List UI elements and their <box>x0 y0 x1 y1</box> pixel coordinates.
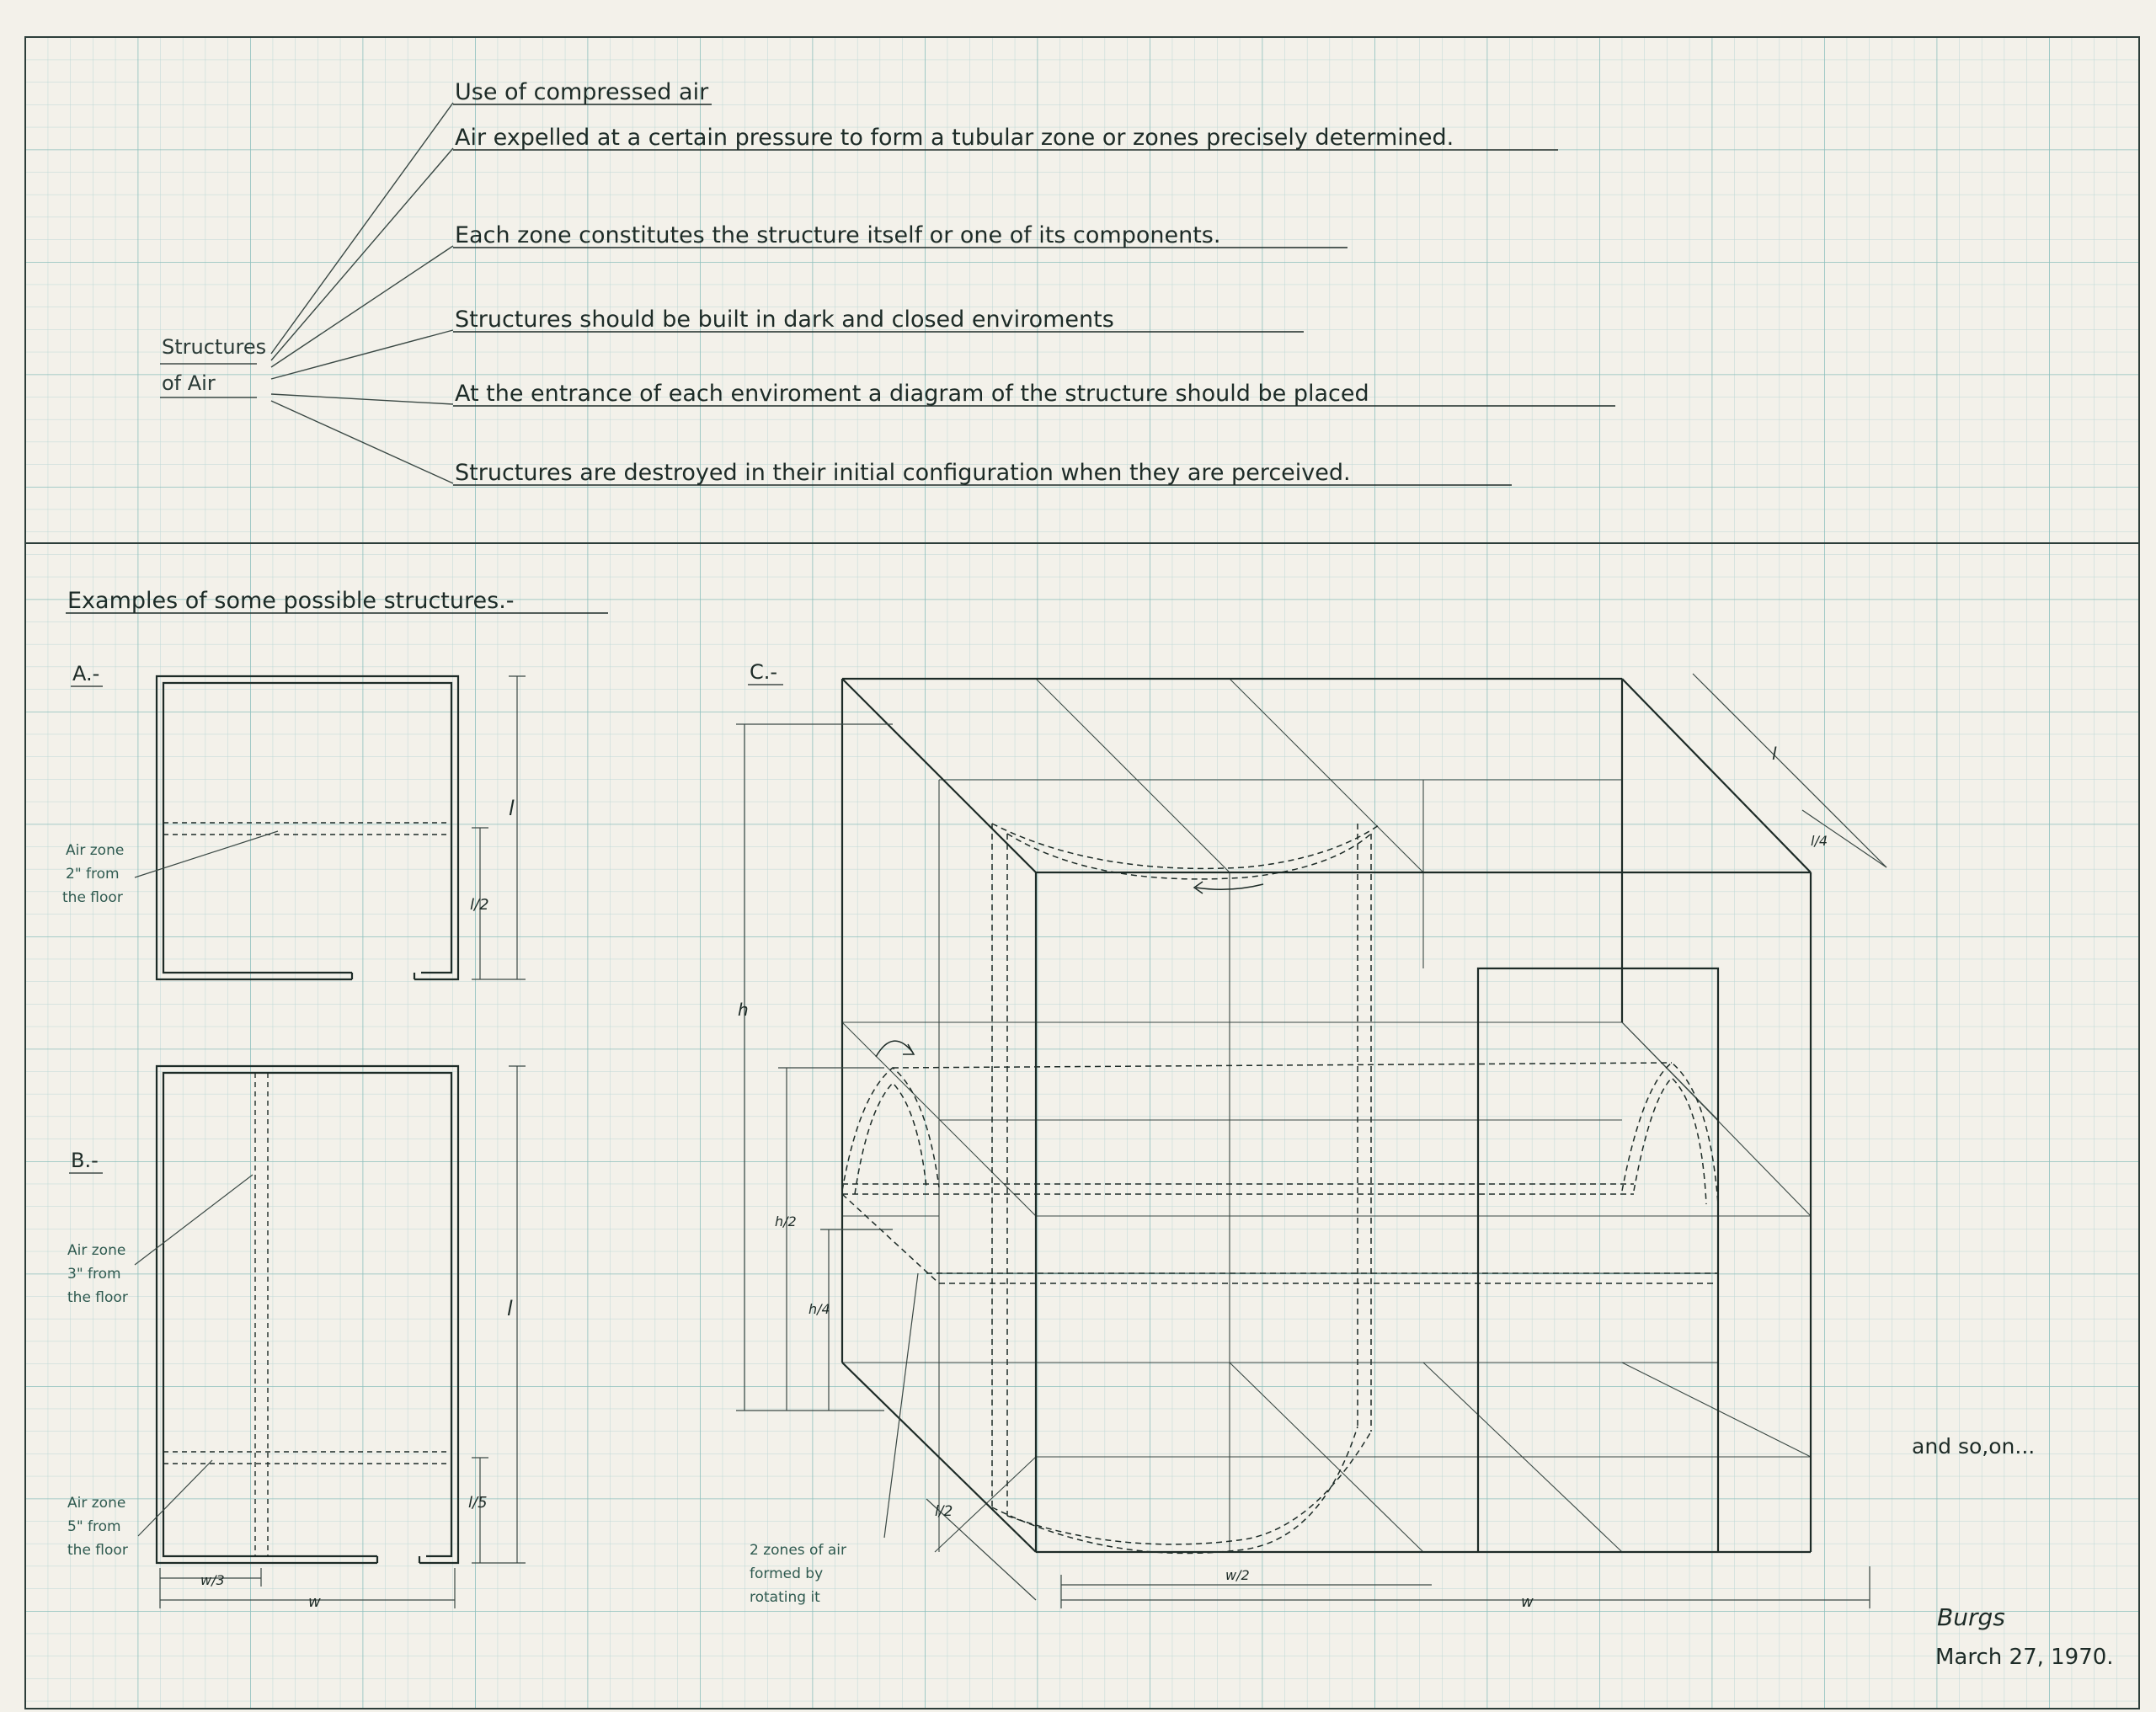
figure-a-note-line3: the floor <box>62 889 123 906</box>
figure-b-note-bottom-line1: Air zone <box>67 1495 126 1512</box>
figure-a-note-line1: Air zone <box>66 842 125 859</box>
figure-b-dim-l5: l/5 <box>468 1494 488 1512</box>
subject-label-line2: of Air <box>162 371 216 395</box>
figure-b-note-top <box>67 1242 128 1306</box>
and-so-on-text: and so,on... <box>1912 1434 2036 1459</box>
figure-c-dim-h4: h/4 <box>808 1301 830 1317</box>
figure-c-label: C.- <box>750 660 778 684</box>
figure-c-dim-l: l <box>1772 744 1777 764</box>
figure-b-note-top-line1: Air zone <box>67 1242 126 1259</box>
figure-a-dim-l2: l/2 <box>470 896 489 914</box>
figure-b-note-bottom-line3: the floor <box>67 1542 128 1559</box>
figure-a-label: A.- <box>72 662 100 685</box>
statement-2: Air expelled at a certain pressure to form a tubular zone or zones precisely determined. <box>455 125 1454 151</box>
figure-b-note-bottom-line2: 5" from <box>67 1518 121 1535</box>
figure-a-dim-l: l <box>509 797 515 820</box>
statement-6: Structures are destroyed in their initial configuration when they are perceived. <box>455 460 1351 486</box>
figure-c-note-line1: 2 zones of air <box>750 1542 846 1559</box>
figure-c-dim-l2: l/2 <box>935 1503 953 1520</box>
figure-c-dim-l4: l/4 <box>1811 833 1828 849</box>
statement-4: Structures should be built in dark and closed enviroments <box>455 307 1114 333</box>
figure-b-note-top-line2: 3" from <box>67 1266 121 1283</box>
figure-a-note-line2: 2" from <box>66 866 120 883</box>
statement-5: At the entrance of each enviroment a diagram of the structure should be placed <box>455 381 1369 407</box>
figure-b-note-bottom <box>67 1495 128 1559</box>
figure-b-dim-l: l <box>507 1297 513 1320</box>
figure-c-dim-w: w <box>1521 1593 1534 1611</box>
figure-b-label: B.- <box>71 1149 99 1172</box>
figure-b-note-top-line3: the floor <box>67 1289 128 1306</box>
figure-c-dim-w2: w/2 <box>1225 1567 1250 1583</box>
figure-c-dim-h: h <box>738 1000 749 1020</box>
statement-3: Each zone constitutes the structure itself or one of its components. <box>455 222 1221 248</box>
figure-a-note <box>62 842 124 906</box>
date: March 27, 1970. <box>1935 1645 2114 1670</box>
signature: Burgs <box>1937 1603 2005 1631</box>
figure-b-dim-w3: w/3 <box>200 1572 225 1588</box>
examples-heading: Examples of some possible structures.- <box>67 588 515 614</box>
figure-c-note-line3: rotating it <box>750 1589 820 1606</box>
figure-b-dim-w: w <box>308 1593 321 1611</box>
figure-c-note-line2: formed by <box>750 1565 824 1582</box>
statement-1: Use of compressed air <box>455 79 709 105</box>
subject-label-line1: Structures <box>162 335 267 359</box>
figure-c-dim-h2: h/2 <box>775 1213 797 1229</box>
